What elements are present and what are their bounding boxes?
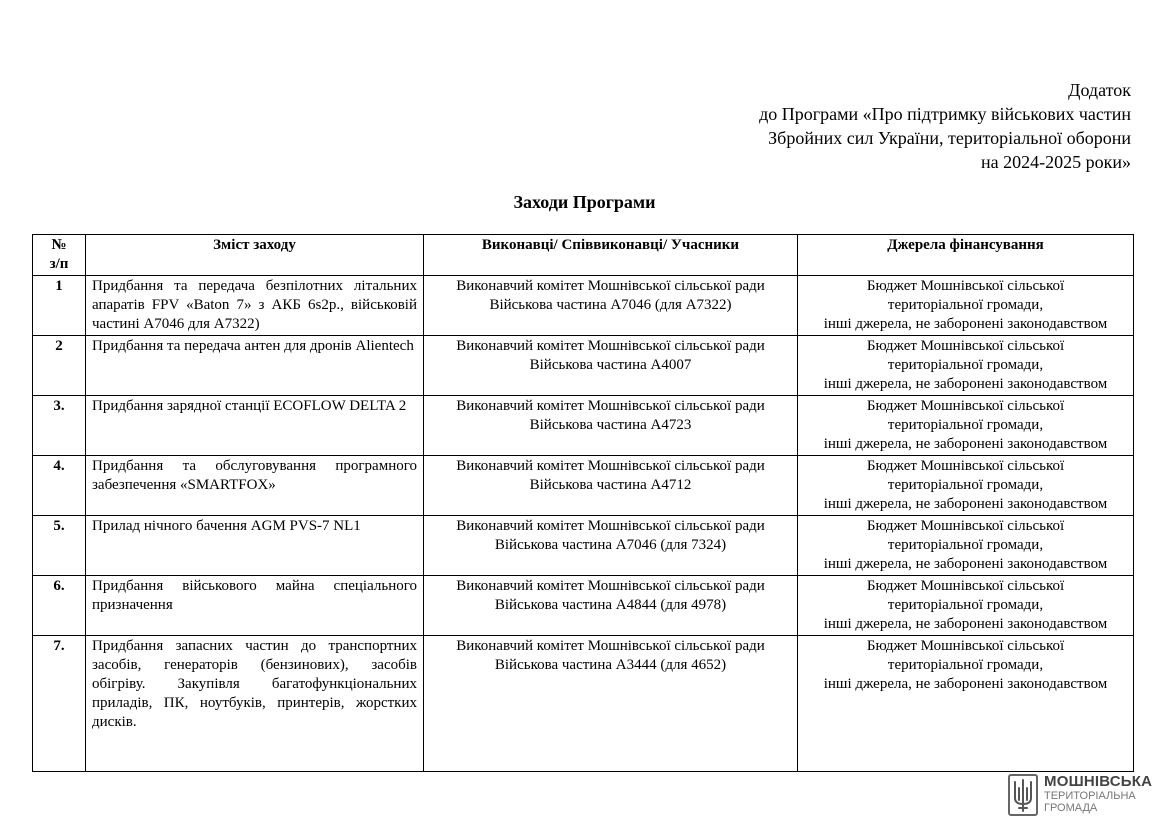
row-executors: Виконавчий комітет Мошнівської сільської ради Військова частина А7046 (для А7322) <box>424 276 798 336</box>
annex-line: Додаток <box>1068 80 1131 100</box>
row-executors: Виконавчий комітет Мошнівської сільської ради Військова частина А7046 (для 7324) <box>424 516 798 576</box>
table-row <box>33 276 1134 336</box>
logo-subtitle: ТЕРИТОРІАЛЬНА <box>1044 790 1136 802</box>
annex-header <box>571 78 1131 174</box>
row-description: Придбання та передача безпілотних літальних апаратів FPV «Baton 7» з АКБ 6s2p., військовій частині А7046 для А7322) <box>86 276 424 336</box>
row-funding: Бюджет Мошнівської сільської територіальної громади, інші джерела, не заборонені законодавством <box>798 336 1134 396</box>
row-description: Придбання та передача антен для дронів Alientech <box>86 336 424 396</box>
row-description: Придбання та обслуговування програмного забезпечення «SMARTFOX» <box>86 456 424 516</box>
measures-table <box>32 234 1134 772</box>
header-executors: Виконавці/ Співвиконавці/ Учасники <box>424 235 798 276</box>
row-description: Придбання військового майна спеціального призначення <box>86 576 424 636</box>
row-number: 4. <box>33 456 86 516</box>
logo-subtitle: ГРОМАДА <box>1044 802 1098 814</box>
table-row <box>33 336 1134 396</box>
row-funding: Бюджет Мошнівської сільської територіальної громади, інші джерела, не заборонені законодавством <box>798 516 1134 576</box>
annex-line: на 2024-2025 роки» <box>981 152 1131 172</box>
table-row <box>33 516 1134 576</box>
table-header-row <box>33 235 1134 276</box>
row-executors: Виконавчий комітет Мошнівської сільської ради Військова частина А4844 (для 4978) <box>424 576 798 636</box>
row-funding: Бюджет Мошнівської сільської територіальної громади, інші джерела, не заборонені законодавством <box>798 396 1134 456</box>
trident-icon <box>1008 774 1038 816</box>
row-funding: Бюджет Мошнівської сільської територіальної громади, інші джерела, не заборонені законодавством <box>798 456 1134 516</box>
page-title: Заходи Програми <box>513 192 656 212</box>
community-logo <box>1008 772 1158 818</box>
header-number: № з/п <box>33 235 86 276</box>
row-funding: Бюджет Мошнівської сільської територіальної громади, інші джерела, не заборонені законодавством <box>798 276 1134 336</box>
row-funding: Бюджет Мошнівської сільської територіальної громади, інші джерела, не заборонені законодавством <box>798 576 1134 636</box>
table-row <box>33 636 1134 772</box>
row-number: 1 <box>33 276 86 336</box>
annex-line: Збройних сил України, територіальної оборони <box>768 128 1131 148</box>
row-funding: Бюджет Мошнівської сільської територіальної громади, інші джерела, не заборонені законодавством <box>798 636 1134 772</box>
row-number: 5. <box>33 516 86 576</box>
header-content: Зміст заходу <box>86 235 424 276</box>
row-description: Придбання зарядної станції ECOFLOW DELTA 2 <box>86 396 424 456</box>
logo-title: МОШНІВСЬКА <box>1044 773 1153 790</box>
table-row <box>33 396 1134 456</box>
table-row <box>33 456 1134 516</box>
row-executors: Виконавчий комітет Мошнівської сільської ради Військова частина А4007 <box>424 336 798 396</box>
row-number: 3. <box>33 396 86 456</box>
row-executors: Виконавчий комітет Мошнівської сільської ради Військова частина А4723 <box>424 396 798 456</box>
row-description: Прилад нічного бачення AGM PVS-7 NL1 <box>86 516 424 576</box>
row-number: 7. <box>33 636 86 772</box>
row-number: 6. <box>33 576 86 636</box>
table-row <box>33 576 1134 636</box>
row-executors: Виконавчий комітет Мошнівської сільської ради Військова частина А3444 (для 4652) <box>424 636 798 772</box>
header-funding: Джерела фінансування <box>798 235 1134 276</box>
row-executors: Виконавчий комітет Мошнівської сільської ради Військова частина А4712 <box>424 456 798 516</box>
row-description: Придбання запасних частин до транспортних засобів, генераторів (бензинових), засобів обігріву. Закупівля багатофункціональних приладів, ПК, ноутбуків, принтерів, жорстких дисків. <box>86 636 424 772</box>
annex-line: до Програми «Про підтримку військових частин <box>759 104 1131 124</box>
row-number: 2 <box>33 336 86 396</box>
